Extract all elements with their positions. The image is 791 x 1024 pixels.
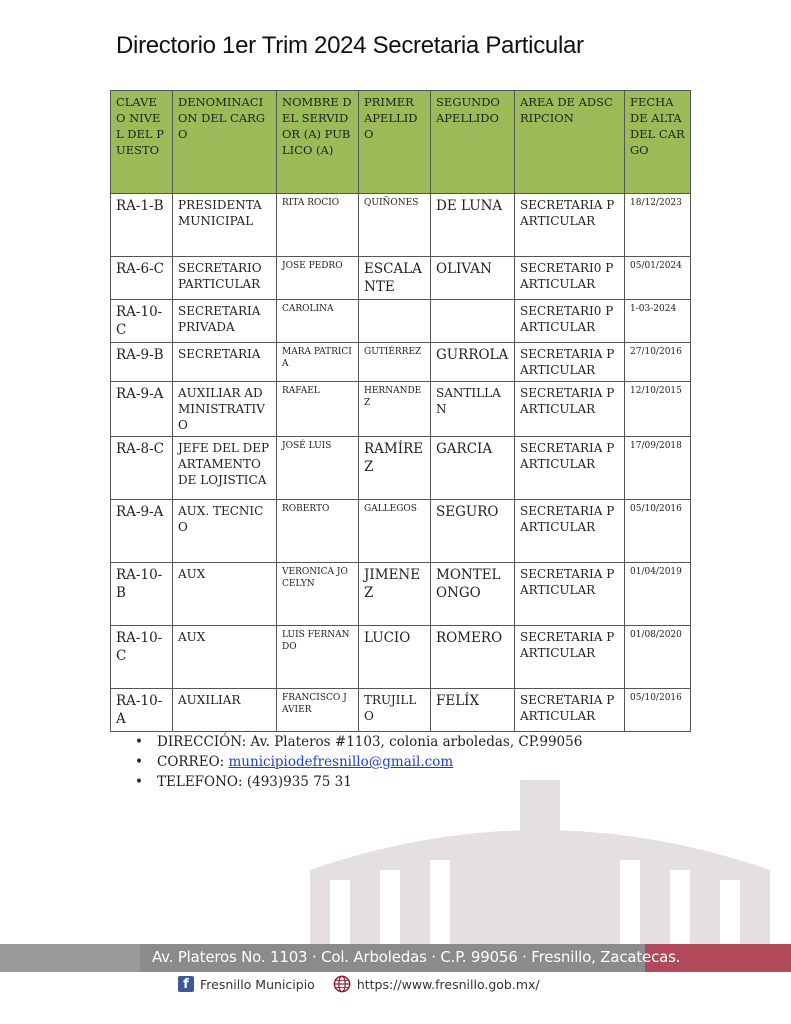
cell-fecha: 17/09/2018 <box>625 437 691 500</box>
table-header-row <box>111 91 691 194</box>
website-link[interactable]: https://www.fresnillo.gob.mx/ <box>356 976 540 992</box>
cell-segundo-apellido: DE LUNA <box>431 194 515 257</box>
cell-primer-apellido <box>359 300 431 343</box>
cell-clave: RA-10-A <box>111 689 173 732</box>
cell-fecha: 05/10/2016 <box>625 500 691 563</box>
cell-area: SECRETARIA PARTICULAR <box>515 437 625 500</box>
cell-cargo: AUX <box>173 563 277 626</box>
cell-fecha: 01/04/2019 <box>625 563 691 626</box>
footer-address: Av. Plateros No. 1103 · Col. Arboledas · C.P. 99056 · Fresnillo, Zacatecas. <box>152 948 681 966</box>
cell-cargo: JEFE DEL DEPARTAMENTO DE LOJISTICA <box>173 437 277 500</box>
globe-icon[interactable] <box>333 975 351 993</box>
monument-watermark-icon <box>290 780 790 950</box>
cell-nombre: LUIS FERNANDO <box>277 626 359 689</box>
cell-area: SECRETARI0 PARTICULAR <box>515 300 625 343</box>
cell-primer-apellido: RAMÍREZ <box>359 437 431 500</box>
cell-cargo: PRESIDENTA MUNICIPAL <box>173 194 277 257</box>
cell-nombre: VERONICA JOCELYN <box>277 563 359 626</box>
cell-area: SECRETARIA PARTICULAR <box>515 500 625 563</box>
cell-segundo-apellido: GURROLA <box>431 343 515 382</box>
cell-fecha: 1-03-2024 <box>625 300 691 343</box>
cell-area: SECRETARIA PARTICULAR <box>515 382 625 437</box>
cell-area: SECRETARIA PARTICULAR <box>515 689 625 732</box>
cell-area: SECRETARIA PARTICULAR <box>515 194 625 257</box>
cell-clave: RA-9-A <box>111 500 173 563</box>
cell-segundo-apellido: GARCIA <box>431 437 515 500</box>
cell-fecha: 01/08/2020 <box>625 626 691 689</box>
cell-nombre: CAROLINA <box>277 300 359 343</box>
cell-nombre: JOSÉ LUIS <box>277 437 359 500</box>
header-fecha: FECHA DE ALTA DEL CARGO <box>625 91 691 194</box>
header-clave: CLAVE O NIVEL DEL PUESTO <box>111 91 173 194</box>
cell-cargo: AUXILIAR ADMINISTRATIVO <box>173 382 277 437</box>
facebook-icon[interactable]: f <box>178 976 194 992</box>
cell-clave: RA-6-C <box>111 257 173 300</box>
email-label: CORREO: <box>157 754 229 770</box>
table-row <box>111 343 691 382</box>
table-row <box>111 257 691 300</box>
directory-table <box>110 90 691 732</box>
cell-segundo-apellido: SEGURO <box>431 500 515 563</box>
cell-clave: RA-9-B <box>111 343 173 382</box>
header-denominacion: DENOMINACION DEL CARGO <box>173 91 277 194</box>
cell-primer-apellido: GUTIÉRREZ <box>359 343 431 382</box>
cell-primer-apellido: TRUJILLO <box>359 689 431 732</box>
header-area: AREA DE ADSCRIPCION <box>515 91 625 194</box>
header-primer-apellido: PRIMER APELLIDO <box>359 91 431 194</box>
cell-area: SECRETARIA PARTICULAR <box>515 626 625 689</box>
cell-primer-apellido: ESCALANTE <box>359 257 431 300</box>
cell-area: SECRETARI0 PARTICULAR <box>515 257 625 300</box>
cell-nombre: RITA ROCIO <box>277 194 359 257</box>
page-title: Directorio 1er Trim 2024 Secretaria Particular <box>116 32 584 59</box>
cell-primer-apellido: JIMENEZ <box>359 563 431 626</box>
cell-cargo: SECRETARIA <box>173 343 277 382</box>
contact-email <box>135 752 582 772</box>
cell-nombre: RAFAEL <box>277 382 359 437</box>
footer-band-left <box>0 944 140 972</box>
cell-clave: RA-10-B <box>111 563 173 626</box>
header-nombre: NOMBRE DEL SERVIDOR (A) PUBLICO (A) <box>277 91 359 194</box>
cell-primer-apellido: LUCIO <box>359 626 431 689</box>
cell-segundo-apellido: FELÍX <box>431 689 515 732</box>
cell-cargo: AUX. TECNICO <box>173 500 277 563</box>
cell-clave: RA-8-C <box>111 437 173 500</box>
cell-area: SECRETARIA PARTICULAR <box>515 563 625 626</box>
table-row <box>111 689 691 732</box>
cell-segundo-apellido: OLIVAN <box>431 257 515 300</box>
cell-cargo: AUXILIAR <box>173 689 277 732</box>
cell-segundo-apellido: ROMERO <box>431 626 515 689</box>
cell-segundo-apellido: MONTELONGO <box>431 563 515 626</box>
cell-primer-apellido: GALLEGOS <box>359 500 431 563</box>
header-segundo-apellido: SEGUNDO APELLIDO <box>431 91 515 194</box>
cell-cargo: SECRETARIO PARTICULAR <box>173 257 277 300</box>
cell-nombre: FRANCISCO JAVIER <box>277 689 359 732</box>
cell-nombre: ROBERTO <box>277 500 359 563</box>
cell-fecha: 05/10/2016 <box>625 689 691 732</box>
table-row <box>111 500 691 563</box>
facebook-label[interactable]: Fresnillo Municipio <box>200 976 315 992</box>
email-link[interactable]: municipiodefresnillo@gmail.com <box>228 754 454 770</box>
contact-address: • DIRECCIÓN: Av. Plateros #1103, colonia arboledas, CP.99056 <box>135 732 582 752</box>
table-row <box>111 194 691 257</box>
cell-cargo: SECRETARIA PRIVADA <box>173 300 277 343</box>
cell-segundo-apellido: SANTILLAN <box>431 382 515 437</box>
table-row <box>111 437 691 500</box>
cell-clave: RA-9-A <box>111 382 173 437</box>
cell-segundo-apellido <box>431 300 515 343</box>
cell-clave: RA-1-B <box>111 194 173 257</box>
cell-area: SECRETARIA PARTICULAR <box>515 343 625 382</box>
cell-primer-apellido: QUIÑONES <box>359 194 431 257</box>
cell-primer-apellido: HERNANDEZ <box>359 382 431 437</box>
table-row <box>111 626 691 689</box>
cell-nombre: MARA PATRICIA <box>277 343 359 382</box>
table-row <box>111 300 691 343</box>
table-row <box>111 382 691 437</box>
contact-phone: • TELEFONO: (493)935 75 31 <box>135 772 582 792</box>
footer-social <box>178 975 540 993</box>
table-row <box>111 563 691 626</box>
cell-fecha: 18/12/2023 <box>625 194 691 257</box>
cell-fecha: 27/10/2016 <box>625 343 691 382</box>
cell-fecha: 05/01/2024 <box>625 257 691 300</box>
cell-clave: RA-10-C <box>111 626 173 689</box>
cell-fecha: 12/10/2015 <box>625 382 691 437</box>
cell-cargo: AUX <box>173 626 277 689</box>
cell-clave: RA-10-C <box>111 300 173 343</box>
cell-nombre: JOSE PEDRO <box>277 257 359 300</box>
